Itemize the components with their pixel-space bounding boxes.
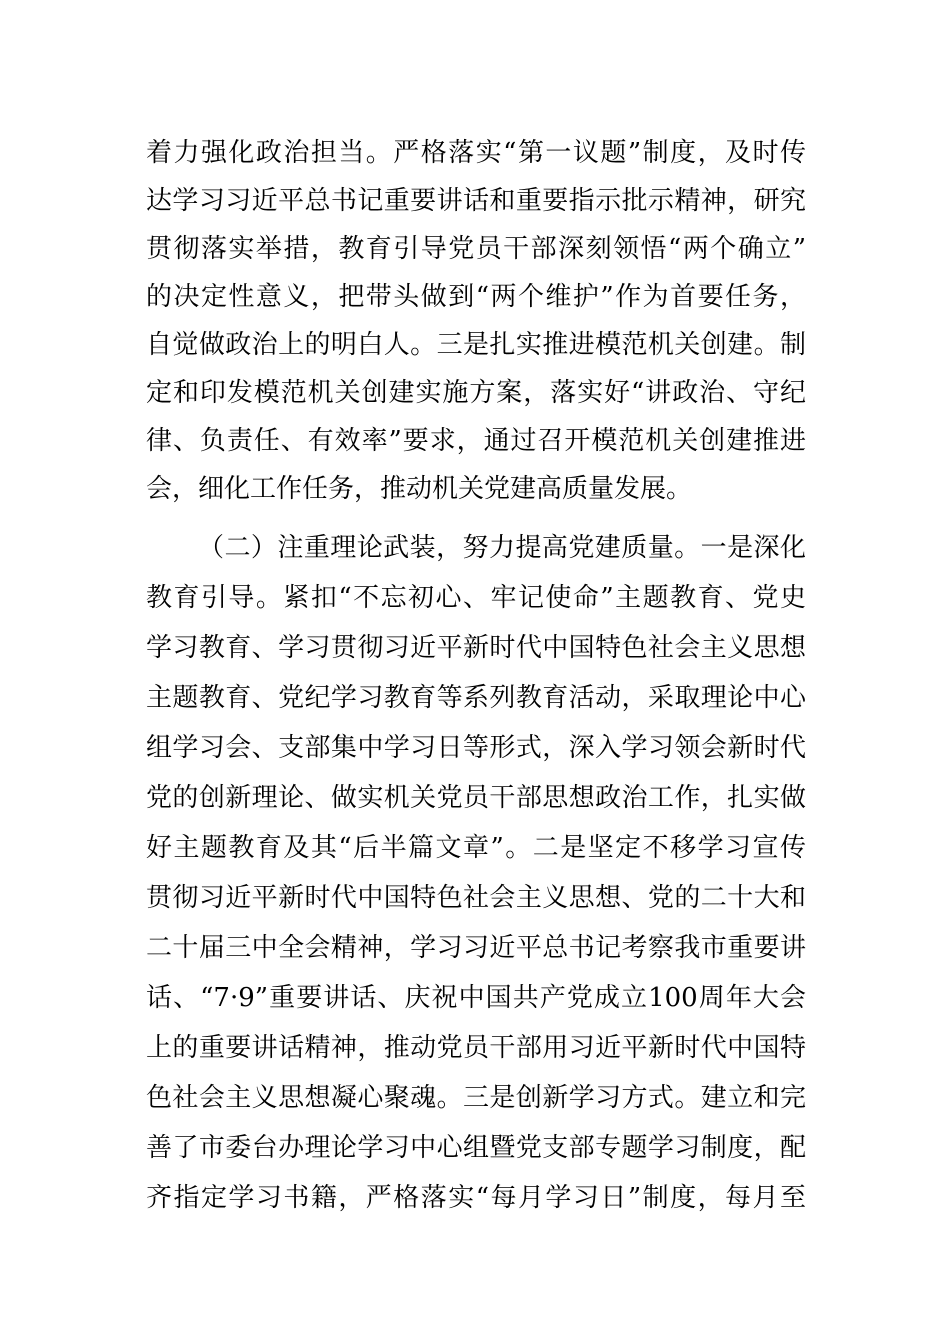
body-text-line: 学习教育、学习贯彻习近平新时代中国特色社会主义思想 xyxy=(146,633,806,663)
body-text-line: 党的创新理论、做实机关党员干部思想政治工作，扎实做 xyxy=(146,783,806,813)
body-text-line: 话、“7·9”重要讲话、庆祝中国共产党成立100周年大会 xyxy=(146,983,806,1013)
body-text-line: 自觉做政治上的明白人。三是扎实推进模范机关创建。制 xyxy=(146,330,806,360)
body-text-line: 善了市委台办理论学习中心组暨党支部专题学习制度，配 xyxy=(146,1133,806,1163)
body-text-line: 贯彻落实举措，教育引导党员干部深刻领悟“两个确立” xyxy=(146,234,806,264)
section-heading-line: （二）注重理论武装，努力提高党建质量。一是深化 xyxy=(198,533,806,563)
body-text-line: 贯彻习近平新时代中国特色社会主义思想、党的二十大和 xyxy=(146,883,806,913)
body-text-line: 二十届三中全会精神，学习习近平总书记考察我市重要讲 xyxy=(146,933,806,963)
body-text-line: 上的重要讲话精神，推动党员干部用习近平新时代中国特 xyxy=(146,1033,806,1063)
paragraph-end-line: 会，细化工作任务，推动机关党建高质量发展。 xyxy=(146,474,693,504)
body-text-line: 好主题教育及其“后半篇文章”。二是坚定不移学习宣传 xyxy=(146,833,806,863)
body-text-line: 律、负责任、有效率”要求，通过召开模范机关创建推进 xyxy=(146,426,806,456)
body-text-line: 齐指定学习书籍，严格落实“每月学习日”制度，每月至 xyxy=(146,1183,806,1213)
body-text-line: 着力强化政治担当。严格落实“第一议题”制度，及时传 xyxy=(146,138,806,168)
body-text-line: 教育引导。紧扣“不忘初心、牢记使命”主题教育、党史 xyxy=(146,583,806,613)
body-text-line: 组学习会、支部集中学习日等形式，深入学习领会新时代 xyxy=(146,733,806,763)
body-text-line: 达学习习近平总书记重要讲话和重要指示批示精神，研究 xyxy=(146,186,806,216)
body-text-line: 定和印发模范机关创建实施方案，落实好“讲政治、守纪 xyxy=(146,378,806,408)
body-text-line: 主题教育、党纪学习教育等系列教育活动，采取理论中心 xyxy=(146,683,806,713)
body-text-line: 色社会主义思想凝心聚魂。三是创新学习方式。建立和完 xyxy=(146,1083,806,1113)
body-text-line: 的决定性意义，把带头做到“两个维护”作为首要任务， xyxy=(146,282,806,312)
